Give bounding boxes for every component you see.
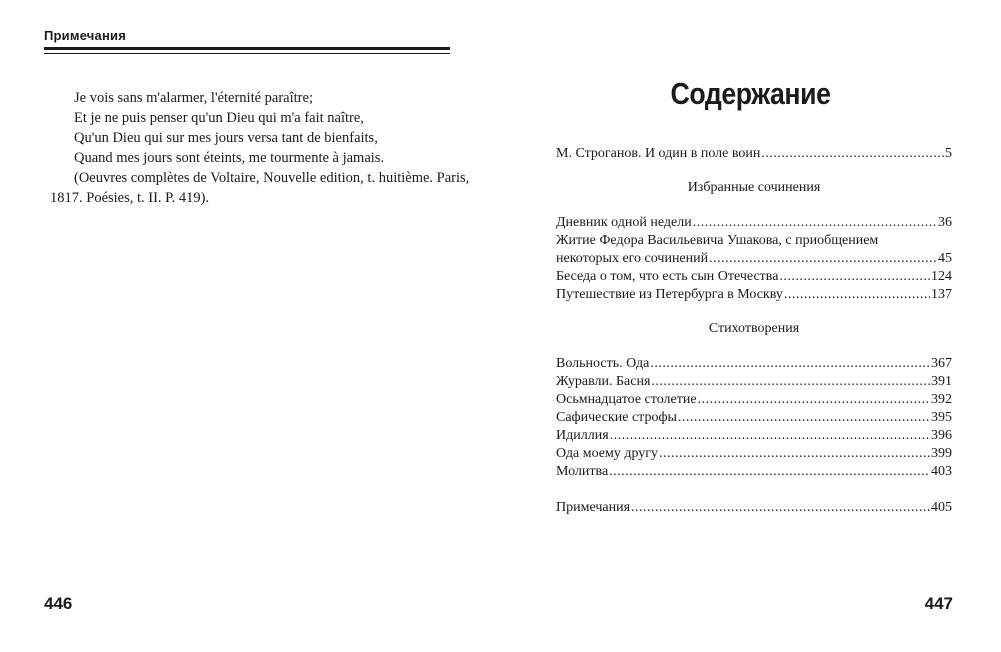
- toc-leader: [631, 499, 930, 517]
- toc-entry[interactable]: [556, 409, 952, 427]
- toc-leader: [784, 286, 930, 304]
- toc-entry-title: Житие Федора Васильевича Ушакова, с приобщением: [556, 233, 879, 248]
- verse-line: Qu'un Dieu qui sur mes jours versa tant de bienfaits,: [74, 130, 378, 146]
- toc-entry-page: 405: [931, 500, 952, 515]
- toc-leader: [651, 373, 930, 391]
- toc-entry-title: Ода моему другу: [556, 446, 659, 461]
- toc-leader: [678, 409, 930, 427]
- toc-leader: [693, 214, 937, 232]
- table-of-contents: [556, 145, 952, 517]
- toc-entry-title: Сафические строфы: [556, 410, 677, 425]
- page-number-right: 447: [924, 594, 953, 613]
- toc-entry-page: 399: [931, 446, 952, 461]
- toc-entry-title-cont: некоторых его сочинений: [556, 251, 709, 266]
- toc-entry-page: 403: [931, 464, 952, 479]
- verse-line: Quand mes jours sont éteints, me tourmente à jamais.: [74, 150, 385, 166]
- toc-entry-title: М. Строганов. И один в поле воин: [556, 146, 761, 161]
- toc-leader: [659, 445, 930, 463]
- section-heading: Избранные сочинения: [687, 180, 821, 195]
- toc-entry-title: Примечания: [556, 500, 631, 515]
- toc-entry-title: Вольность. Ода: [556, 356, 650, 371]
- left-page: [0, 0, 500, 652]
- toc-entry[interactable]: [556, 391, 952, 409]
- verse-quote: [50, 88, 470, 208]
- toc-entry-page: 137: [931, 287, 952, 302]
- toc-leader: [609, 463, 930, 481]
- toc-entry-title: Беседа о том, что есть сын Отечества: [556, 269, 779, 284]
- toc-entry-page: 124: [931, 269, 952, 284]
- toc-entry[interactable]: [556, 463, 952, 481]
- toc-entry[interactable]: [556, 445, 952, 463]
- toc-entry[interactable]: [556, 355, 952, 373]
- toc-entry-page: 5: [945, 146, 952, 161]
- toc-entry-title: Дневник одной недели: [556, 215, 692, 230]
- page-title: Содержание: [670, 76, 831, 111]
- toc-leader: [650, 355, 930, 373]
- toc-entry-page: 396: [931, 428, 952, 443]
- toc-entry-page: 392: [931, 392, 952, 407]
- toc-entry[interactable]: [556, 499, 952, 517]
- verse-line: Et je ne puis penser qu'un Dieu qui m'a fait naître,: [74, 110, 364, 126]
- header-rule-thin: [44, 53, 450, 54]
- toc-leader: [610, 427, 930, 445]
- verse-line: Je vois sans m'alarmer, l'éternité paraître;: [74, 90, 313, 106]
- toc-entry[interactable]: [556, 373, 952, 391]
- running-head: Примечания: [44, 28, 127, 43]
- toc-entry-page: 36: [938, 215, 952, 230]
- source-note: (Oeuvres complètes de Voltaire, Nouvelle edition, t. huitième. Paris, 1817. Poésies, t. II. P. 419).: [50, 170, 470, 206]
- toc-entry-title: Осьмнадцатое столетие: [556, 392, 697, 407]
- toc-leader: [698, 391, 930, 409]
- toc-leader: [709, 250, 937, 268]
- toc-entry-page: 367: [931, 356, 952, 371]
- toc-leader: [761, 145, 944, 163]
- section-heading: Стихотворения: [708, 321, 800, 336]
- toc-entry-page: 45: [938, 251, 952, 266]
- toc-entry-title: Журавли. Басня: [556, 374, 651, 389]
- right-page: [500, 0, 1001, 652]
- header-rule-thick: [44, 47, 450, 50]
- toc-entry-page: 391: [931, 374, 952, 389]
- spacer: [556, 481, 952, 499]
- toc-entry[interactable]: [556, 427, 952, 445]
- toc-entry-multiline[interactable]: [556, 232, 952, 268]
- toc-entry-title: Идиллия: [556, 428, 609, 443]
- toc-entry-title: Путешествие из Петербурга в Москву: [556, 287, 783, 302]
- toc-entry[interactable]: [556, 268, 952, 286]
- page-number-left: 446: [44, 594, 73, 613]
- toc-entry-title: Молитва: [556, 464, 609, 479]
- toc-entry[interactable]: [556, 145, 952, 163]
- toc-leader: [779, 268, 930, 286]
- toc-entry[interactable]: [556, 286, 952, 304]
- toc-entry[interactable]: [556, 214, 952, 232]
- toc-entry-page: 395: [931, 410, 952, 425]
